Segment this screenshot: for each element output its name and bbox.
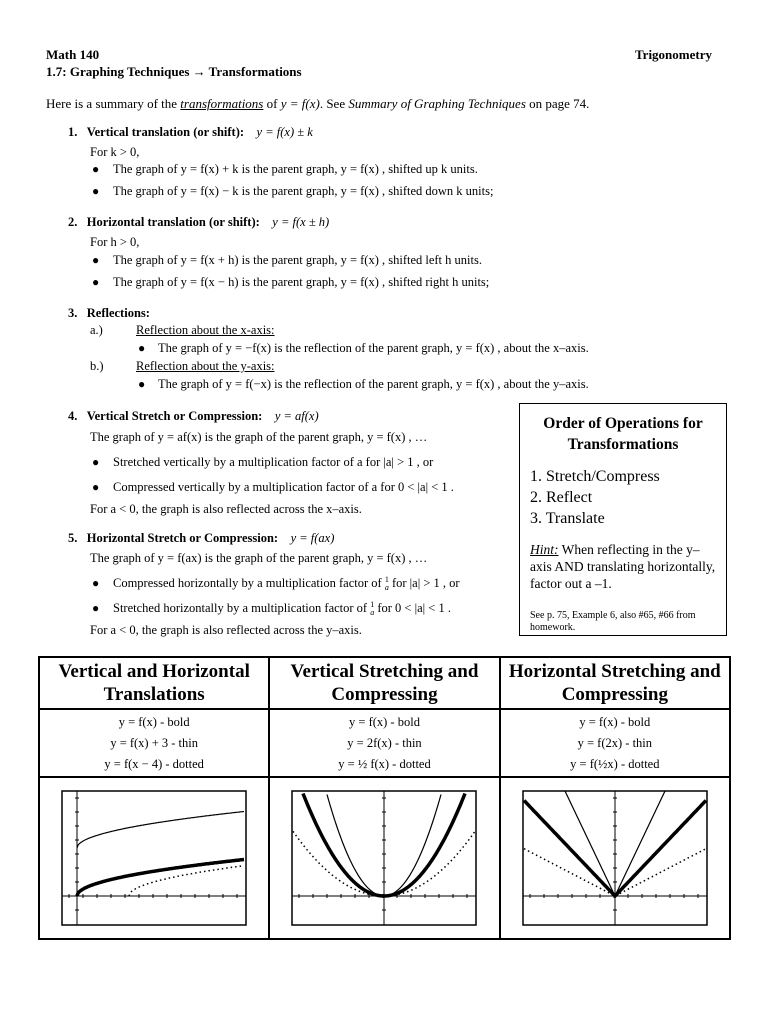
intro-text: Here is a summary of the transformations of y = f(x). See Summary of Graphing Techniques on page 74. — [46, 96, 590, 111]
legend-cell — [500, 709, 730, 777]
subject-title: Trigonometry — [634, 47, 712, 62]
shifted-up-curve-thin — [77, 812, 244, 849]
item-4-bullet-2: Compressed vertically by a multiplication factor of a for 0 < |a| < 1 . — [113, 480, 454, 494]
shifted-right-curve-dotted — [129, 866, 244, 896]
order-step: 3. Translate — [530, 510, 605, 527]
section-title: 1.7: Graphing Techniques → Transformations — [46, 64, 302, 79]
item-3b-bullet: The graph of y = f(−x) is the reflection of the parent graph, y = f(x) , about the y–axis. — [158, 377, 589, 391]
one-over-a-fraction: 1 a — [370, 600, 375, 618]
item-2-bullet-2: The graph of y = f(x − h) is the parent graph, y = f(x) , shifted right h units; — [113, 275, 490, 289]
order-hint: Hint: When reflecting in the y–axis AND translating horizontally, factor out a –1. — [530, 542, 716, 591]
item-2-condition: For h > 0, — [90, 235, 140, 249]
item-3a-title: Reflection about the x-axis: — [136, 323, 275, 337]
bullet-icon: ● — [92, 601, 100, 615]
order-reference: See p. 75, Example 6, also #65, #66 from homework. — [530, 610, 696, 633]
legend-item: y = f(x) + 3 - thin — [110, 735, 199, 750]
bullet-icon: ● — [92, 162, 100, 176]
column-title: Horizontal Stretching and Compressing — [500, 657, 730, 709]
bullet-icon: ● — [138, 341, 146, 355]
graph-frame — [62, 791, 246, 925]
legend-item: y = ½ f(x) - dotted — [338, 756, 431, 771]
item-3b-title: Reflection about the y-axis: — [136, 359, 275, 373]
item-3b-label: b.) — [90, 359, 104, 373]
bullet-icon: ● — [92, 455, 100, 469]
legend-cell — [39, 709, 269, 777]
legend-cell — [269, 709, 499, 777]
bullet-icon: ● — [92, 184, 100, 198]
graph-cell — [269, 777, 499, 939]
item-2-bullet-1: The graph of y = f(x + h) is the parent graph, y = f(x) , shifted left h units. — [113, 253, 482, 267]
legend-item: y = f(x) - bold — [349, 714, 420, 729]
item-5-desc: The graph of y = f(ax) is the graph of the parent graph, y = f(x) , … — [90, 551, 428, 565]
item-3a-bullet: The graph of y = −f(x) is the reflection of the parent graph, y = f(x) , about the x–axis. — [158, 341, 589, 355]
order-box-title: Order of Operations for Transformations — [543, 415, 703, 453]
course-title: Math 140 — [46, 47, 100, 62]
column-title: Vertical Stretching and Compressing — [269, 657, 499, 709]
legend-item: y = f(x) - bold — [579, 714, 651, 729]
one-over-a-fraction: 1 a — [384, 575, 389, 593]
item-3-heading: 3. Reflections: — [68, 306, 150, 320]
item-4-heading: 4. Vertical Stretch or Compression: y = af(x) — [68, 409, 319, 423]
order-of-operations-box — [519, 403, 727, 636]
bullet-icon: ● — [138, 377, 146, 391]
order-step: 2. Reflect — [530, 489, 593, 506]
bullet-icon: ● — [92, 253, 100, 267]
item-1-heading: 1. Vertical translation (or shift): y = f(x) ± k — [68, 125, 313, 139]
bullet-icon: ● — [92, 576, 100, 590]
transformation-graph-table — [38, 656, 731, 940]
item-4-bullet-1: Stretched vertically by a multiplication factor of a for |a| > 1 , or — [113, 455, 434, 469]
horizontal-stretch-graph — [520, 788, 710, 928]
item-3a-label: a.) — [90, 323, 103, 337]
item-1-bullet-2: The graph of y = f(x) − k is the parent graph, y = f(x) , shifted down k units; — [113, 184, 494, 198]
translation-graph — [59, 788, 249, 928]
graph-cell — [500, 777, 730, 939]
item-4-desc: The graph of y = af(x) is the graph of the parent graph, y = f(x) , … — [90, 430, 428, 444]
item-5-note: For a < 0, the graph is also reflected across the y–axis. — [90, 623, 362, 637]
legend-item: y = f(x − 4) - dotted — [104, 756, 204, 771]
item-5-bullet-2: Stretched horizontally by a multiplication factor of 1 a for 0 < |a| < 1 . — [113, 600, 451, 618]
transformations-link: transformations — [180, 96, 264, 111]
item-1-condition: For k > 0, — [90, 145, 140, 159]
bullet-icon: ● — [92, 275, 100, 289]
order-step: 1. Stretch/Compress — [530, 468, 660, 485]
column-title: Vertical and Horizontal Translations — [39, 657, 269, 709]
legend-item: y = f(x) - bold — [118, 714, 190, 729]
item-2-heading: 2. Horizontal translation (or shift): y = f(x ± h) — [68, 215, 330, 229]
item-5-heading: 5. Horizontal Stretch or Compression: y = f(ax) — [68, 531, 335, 545]
legend-item: y = f(½x) - dotted — [570, 756, 660, 771]
legend-item: y = 2f(x) - thin — [347, 735, 422, 750]
vertical-stretch-graph — [289, 788, 479, 928]
parent-curve-bold — [77, 860, 244, 897]
legend-item: y = f(2x) - thin — [577, 735, 653, 750]
item-1-bullet-1: The graph of y = f(x) + k is the parent graph, y = f(x) , shifted up k units. — [113, 162, 478, 176]
item-4-note: For a < 0, the graph is also reflected across the x–axis. — [90, 502, 362, 516]
bullet-icon: ● — [92, 480, 100, 494]
item-5-bullet-1: Compressed horizontally by a multiplication factor of 1 a for |a| > 1 , or — [113, 575, 460, 593]
graph-cell — [39, 777, 269, 939]
order-steps — [530, 466, 660, 529]
